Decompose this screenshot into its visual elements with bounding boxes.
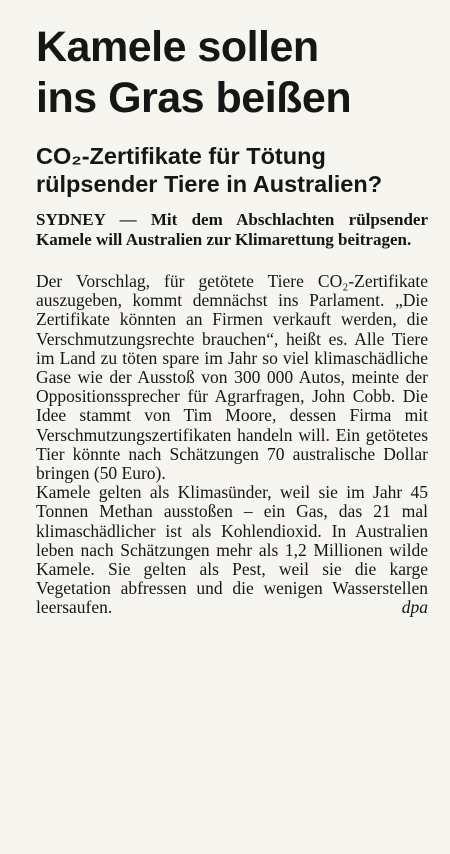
headline-line-1: Kamele sollen [36,23,319,71]
body-paragraph-2-text: Kamele gelten als Klimasünder, weil sie im Jahr 45 Tonnen Methan ausstoßen – ein Gas, das 21 mal klimaschädlicher ist als Kohlendioxid. In Australien leben nach Schätzungen mehr als 1,2 Millionen wilde Kamele. Sie gelten als Pest, weil sie die karge Vegetation abfressen und die wenigen Wasserstellen leersaufen. [36,482,428,618]
agency-credit: dpa [401,597,428,618]
lead-paragraph [36,210,428,250]
dateline: SYDNEY [36,210,106,229]
body-paragraph-1: Der Vorschlag, für getötete Tiere CO₂-Zertifikate auszugeben, kommt demnächst ins Parlament. „Die Zertifikate könnten an Firmen verkauft werden, die Verschmutzungsrechte brauchen“, heißt es. Alle Tiere im Land zu töten spare im Jahr so viel klimaschädliche Gase wie der Ausstoß von 300 000 Autos, meinte der Oppositionssprecher für Agrarfragen, John Cobb. Die Idee stammt von Tim Moore, dessen Firma mit Verschmutzungszertifikaten handeln will. Ein getötetes Tier könnte nach Schätzungen 70 australische Dollar bringen (50 Euro). [36,271,428,484]
subheadline-line-2: rülpsender Tiere in Australien? [36,171,383,197]
subheadline [36,142,428,198]
article-body [36,272,428,618]
body-paragraph-2 [36,483,428,617]
subheadline-line-1: CO₂-Zertifikate für Tötung [36,143,326,169]
headline [36,22,428,124]
lead-text: — Mit dem Abschlachten rülpsender Kamele will Australien zur Klimarettung beitragen. [36,210,428,249]
headline-line-2: ins Gras beißen [36,74,352,122]
